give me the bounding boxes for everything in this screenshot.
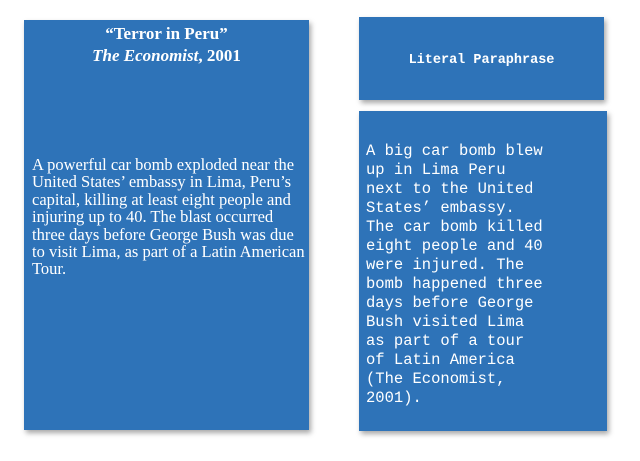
source-title: “Terror in Peru” [105,24,228,43]
source-year: , 2001 [198,46,241,65]
paraphrase-heading-panel [359,17,604,100]
source-publication: The Economist [92,46,199,65]
source-quote-panel [24,20,309,430]
source-quote-text: A powerful car bomb exploded near the United States’ embassy in Lima, Peru’s capital, killing at least eight people and injuring up to 40. The blast occurred three days before George Bush was due to visit Lima, as part of a Latin American Tour. [32,155,305,279]
source-citation [24,45,309,67]
paraphrase-text: A big car bomb blew up in Lima Peru next to the United States’ embassy. The car bomb killed eight people and 40 were injured. The bomb happened three days before George Bush visited Lima as part of a tour of Latin America (The Economist, 2001). [366,142,543,407]
paraphrase-panel [359,111,607,431]
paraphrase-heading: Literal Paraphrase [408,53,555,68]
